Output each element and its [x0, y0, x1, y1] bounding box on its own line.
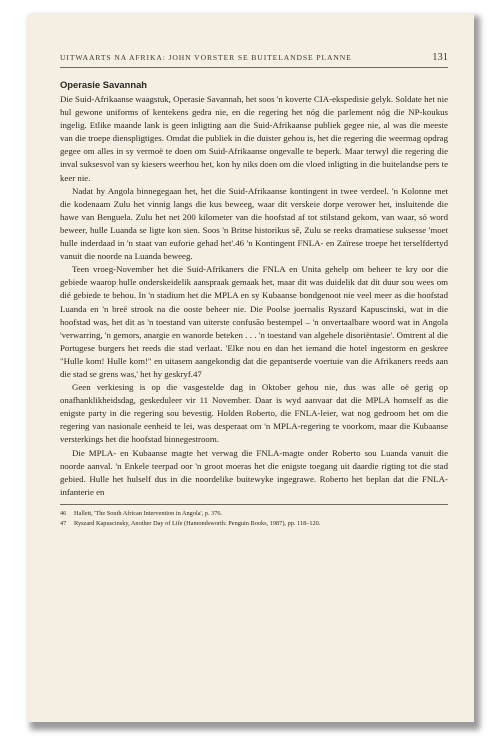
body-text [60, 93, 448, 499]
footnote-number: 47 [60, 520, 67, 528]
section-heading: Operasie Savannah [60, 79, 148, 90]
paragraph-1: Die Suid-Afrikaanse waagstuk, Operasie Savannah, het soos 'n koverte CIA-ekspedisie gelyk. Soldate het nie hul gewone uniforms of kentekens gedra nie, en die regering het nóg die parlement nóg die NP-koukus ingelig. Etlike maande lank is geen inligting aan die Suid-Afrikaanse publiek gegee nie, al was die meeste van die troepe dienspligtiges. Omdat die publiek in die duister gehou is, het die regering die weermag opdrag gegee om alles in sy vermoë te doen om Suid-Afrikaanse ongevalle te beperk. Maar terwyl die regering die inval suksesvol van sy kiesers weerhou het, kon hy niks doen om die vloed inligting in die buitelandse pers te keer nie. [60, 94, 448, 183]
footnote-text: Hallett, 'The South African Intervention in Angola', p. 376. [74, 509, 223, 517]
paragraph-2: Nadat hy Angola binnegegaan het, het die Suid-Afrikaanse kontingent in twee verdeel. 'n Kolonne met die kodenaam Zulu het vinnig langs die kus beweeg, waar dit verskeie dorpe verower het, insluitende die hawe van Benguela. Zulu het net 200 kilometer van die hoofstad af tot stilstand gekom, van waar, só word beweer, hulle Luanda se ligte kon sien. Soos 'n Britse historikus sê, Zulu se reeks dramatiese suksesse 'moet hulle inderdaad in 'n staat van euforie gehad het'.46 'n Kontingent FNLA- en Zaïrese troepe het terselfdertyd vanuit die noorde na Luanda beweeg. [60, 185, 448, 262]
page-number: 131 [432, 52, 448, 63]
running-title: UITWAARTS NA AFRIKA: JOHN VORSTER SE BUITELANDSE PLANNE [60, 53, 352, 62]
footnote-47 [60, 519, 448, 530]
footnotes [60, 504, 448, 530]
footnote-46 [60, 509, 448, 520]
footnote-text: Ryszard Kapuscinsky, Another Day of Life (Hamondsworth: Penguin Books, 1987), pp. 118–120. [74, 520, 321, 528]
paragraph-5: Die MPLA- en Kubaanse magte het verwag die FNLA-magte onder Roberto sou Luanda vanuit die noorde aanval. 'n Enkele teerpad oor 'n groot moeras het die enigste toegang uit daardie rigting tot die stad gebied. Hulle het hulself dus in die noordelike buitewyke ingegrawe. Roberto het beplan dat die FNLA-infanterie en [60, 447, 448, 497]
running-head [60, 52, 448, 68]
footnote-number: 46 [60, 509, 67, 517]
book-page [28, 14, 474, 722]
paragraph-3: Teen vroeg-November het die Suid-Afrikaners die FNLA en Unita gehelp om beheer te kry oor die gebiede waarop hulle onderskeidelik aanspraak gemaak het, maar dit was duidelik dat dit duur sou wees om dié gebiede te behou. In 'n stadium het die MPLA en sy Kubaanse bondgenoot nie veel meer as die hoofstad Luanda en 'n breë strook na die ooste beheer nie. Die Poolse joernalis Ryszard Kapuscinski, wat in die hoofstad was, het dit as 'n toestand van uiterste confusão bestempel – 'n onvertaalbare woord wat in Angola 'verwarring, 'n gemors, anargie en wanorde beteken . . . 'n toestand van algehele disoriëntasie'. Omtrent al die Portugese burgers het reeds die stad verlaat. 'Elke nou en dan het iemand die hotel ingestorm en geskree "Hulle kom! Hulle kom!" en uitasem aangekondig dat die gepantserde voertuie van die Afrikaners reeds aan die stad se grens was,' het hy geskryf.47 [60, 264, 448, 379]
paragraph-4: Geen verkiesing is op die vasgestelde dag in Oktober gehou nie, dus was alle oë gerig op onafhanklikheidsdag, geskeduleer vir 11 November. Daar is wyd aanvaar dat die MPLA homself as die enigste party in die regering sou bevestig. Holden Roberto, die FNLA-leier, wat nog gedroom het om die regering van nasionale eenheid te lei, was desperaat om 'n MPLA-regering te voorkom, maar die Kubaanse versterkings het die hoofstad binnegestroom. [60, 382, 448, 445]
